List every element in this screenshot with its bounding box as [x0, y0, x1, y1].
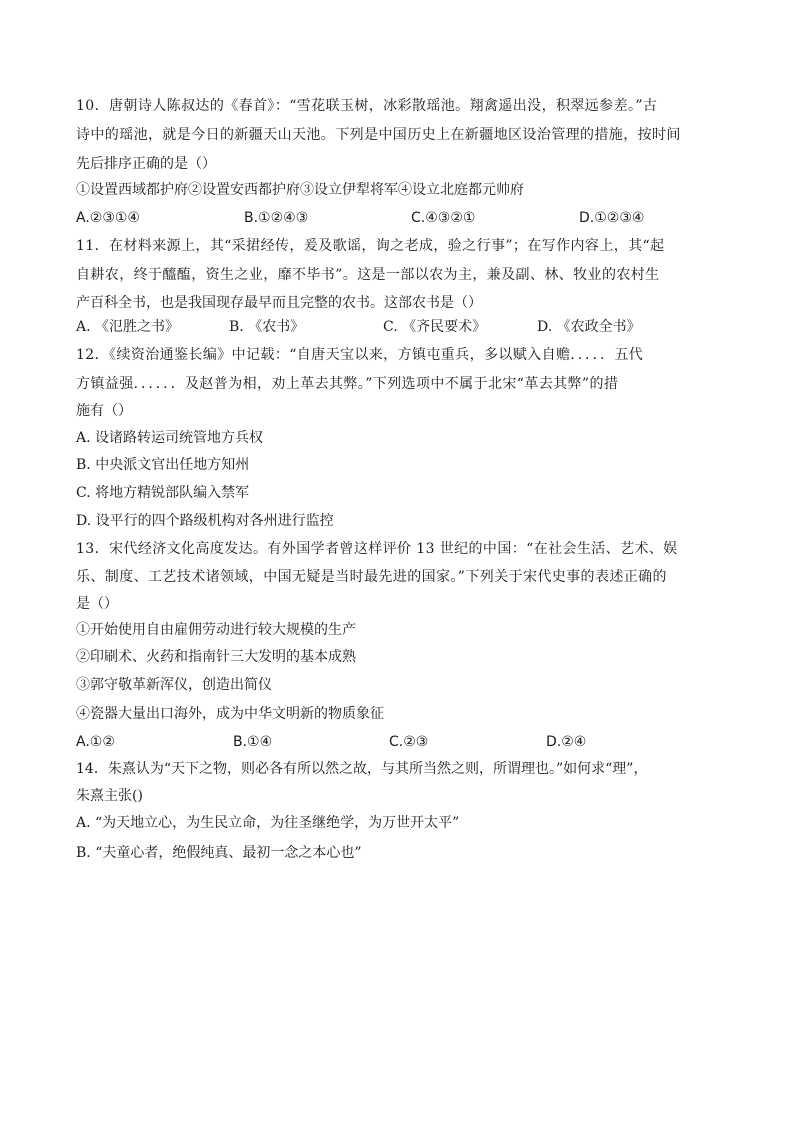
q10-stem-line-2: 诗中的瑶池，就是今日的新疆天山天池。下列是中国历史上在新疆地区设治管理的措施，按时间 — [76, 127, 681, 143]
q14-option-a: A. “为天地立心，为生民立命，为往圣继绝学，为万世开太平” — [76, 815, 460, 831]
q13-stem-line-1: 13．宋代经济文化高度发达。有外国学者曾这样评价 13 世纪的中国：“在社会生活、艺术、娱 — [76, 541, 678, 557]
q13-option-c: C.②③ — [389, 734, 429, 750]
q12-stem-line-1: 12．《续资治通鉴长编》中记载：“自唐天宝以来，方镇屯重兵，多以赋入自赡．．．．．五代 — [76, 347, 644, 363]
q11-option-d: D. 《农政全书》 — [537, 319, 641, 335]
q14-stem-line-2: 朱熹主张() — [76, 788, 143, 804]
q13-item-4: ④瓷器大量出口海外，成为中华文明新的物质象征 — [76, 706, 384, 722]
q10-option-a: A.②③①④ — [76, 210, 140, 226]
q10-option-b: B.①②④③ — [244, 210, 309, 226]
q12-option-b: B. 中央派文官出任地方知州 — [76, 457, 250, 473]
q11-stem-line-3: 产百科全书，也是我国现存最早而且完整的农书。这部农书是（） — [76, 295, 482, 311]
q10-option-d: D.①②③④ — [579, 210, 645, 226]
q14-stem-line-1: 14．朱熹认为“天下之物，则必各有所以然之故，与其所当然之则，所谓理也。”如何求“理”， — [76, 761, 648, 777]
q12-stem-line-3: 施有（） — [76, 403, 132, 419]
q11-option-c: C. 《齐民要术》 — [383, 319, 487, 335]
q13-stem-line-2: 乐、制度、工艺技术诸领域，中国无疑是当时最先进的国家。”下列关于宋代史事的表述正确的 — [76, 569, 667, 585]
q12-stem-line-2: 方镇益强．．．．．．及赵普为相，劝上革去其弊。”下列选项中不属于北宋“革去其弊”的措 — [76, 376, 619, 392]
q13-item-1: ①开始使用自由雇佣劳动进行较大规模的生产 — [76, 622, 356, 638]
q12-option-c: C. 将地方精锐部队编入禁军 — [76, 485, 250, 501]
q11-stem-line-1: 11．在材料来源上，其“采捃经传，爰及歌谣，询之老成，验之行事”；在写作内容上，其“起 — [76, 238, 665, 254]
q10-stem-line-1: 10．唐朝诗人陈叔达的《春首》：“雪花联玉树，冰彩散瑶池。翔禽遥出没，积翠远参差。”古 — [76, 98, 658, 114]
q13-item-3: ③郭守敬革新浑仪，创造出简仪 — [76, 677, 272, 693]
q14-option-b: B. “夫童心者，绝假纯真、最初一念之本心也” — [76, 845, 362, 861]
q10-option-c: C.④③②① — [411, 210, 476, 226]
q13-item-2: ②印刷术、火药和指南针三大发明的基本成熟 — [76, 649, 356, 665]
q13-option-d: D.②④ — [546, 734, 587, 750]
q13-option-a: A.①② — [76, 734, 115, 750]
q10-stem-line-3: 先后排序正确的是（） — [76, 156, 216, 172]
q13-option-b: B.①④ — [233, 734, 273, 750]
q11-stem-line-2: 自耕农，终于醯醢，资生之业，靡不毕书”。这是一部以农为主，兼及副、林、牧业的农村生 — [76, 267, 660, 283]
q12-option-d: D. 设平行的四个路级机构对各州进行监控 — [76, 513, 334, 529]
q12-option-a: A. 设诸路转运司统管地方兵权 — [76, 430, 264, 446]
q10-items: ①设置西域都护府②设置安西都护府③设立伊犁将军④设立北庭都元帅府 — [76, 182, 524, 198]
q11-option-b: B. 《农书》 — [229, 319, 305, 335]
q13-stem-line-3: 是（） — [76, 596, 118, 612]
q11-option-a: A. 《氾胜之书》 — [76, 319, 180, 335]
